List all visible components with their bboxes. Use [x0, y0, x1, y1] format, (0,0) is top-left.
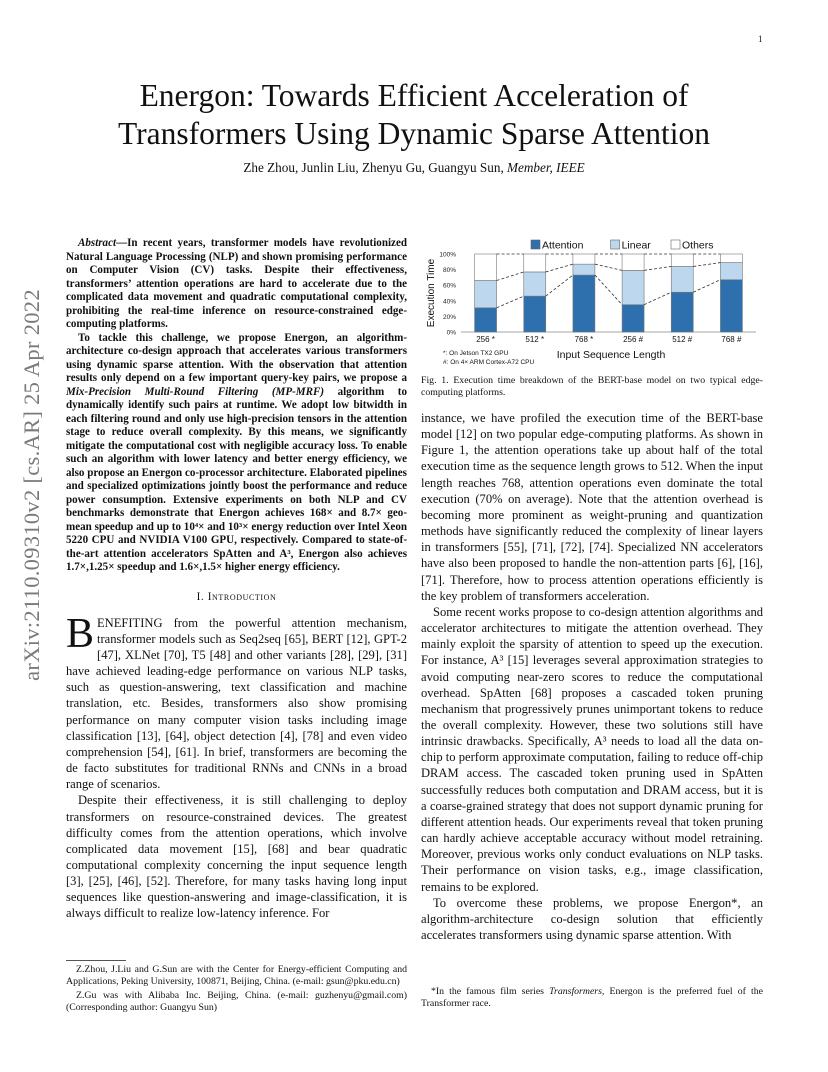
x-axis-label: Input Sequence Length [556, 349, 666, 361]
author-names: Zhe Zhou, Junlin Liu, Zhenyu Gu, Guangyu Sun, [243, 160, 504, 175]
y-tick-label: 100% [439, 251, 456, 259]
intro-paragraph-2: Despite their effectiveness, it is still challenging to deploy transformers on resource-constrained devices. The greatest difficulty comes from the attention operations, which involve complicated data movement [15], [68] and bear quadratic computational complexity concerning the input sequence length [3], [25], [46], [52]. Therefore, for many tasks having long input sequences like question-answering and image-classification, it is always difficult to realize low-latency inference. For [66, 793, 407, 921]
right-column [421, 410, 763, 943]
series-connector [595, 275, 622, 305]
bar-others-3 [622, 254, 644, 270]
footnote-text-a: *In the famous film series [431, 986, 550, 997]
y-axis-label: Execution Time [426, 258, 437, 328]
bar-linear-2 [573, 264, 595, 275]
bar-linear-0 [475, 281, 497, 308]
series-connector [644, 266, 671, 270]
intro-paragraph-1 [66, 610, 407, 793]
bar-attention-1 [524, 296, 546, 332]
legend-label-attention: Attention [542, 239, 584, 252]
legend-swatch-attention [531, 240, 540, 249]
y-tick-label: 40% [442, 298, 456, 306]
series-connector [595, 264, 622, 270]
series-connector [546, 264, 573, 272]
execution-time-chart [421, 234, 763, 364]
footnote-affiliation-2: Z.Gu was with Alibaba Inc. Beijing, China. (e-mail: guzhenyu@gmail.com) (Corresponding author: Guangyu Sun) [66, 990, 407, 1013]
platform-note-1: *: On Jetson TX2 GPU [443, 350, 509, 357]
bar-linear-4 [671, 266, 693, 292]
footnote-affiliation-1: Z.Zhou, J.Liu and G.Sun are with the Center for Energy-efficient Computing and Applications, Peking University, 100871, Beijing, China. (e-mail: gsun@pku.edu.cn) [66, 964, 407, 987]
y-tick-label: 60% [442, 282, 456, 290]
series-connector [644, 292, 671, 304]
left-footnotes [66, 960, 407, 1016]
right-footnote [421, 986, 763, 1010]
legend-swatch-linear [611, 240, 620, 249]
energon-footnote [421, 986, 763, 1010]
author-membership: Member, IEEE [507, 160, 585, 175]
paper-title [60, 77, 768, 153]
y-tick-label: 20% [442, 313, 456, 321]
abstract-label: Abstract [78, 237, 117, 249]
footnote-text-c: , Energon is the preferred fuel of the Transformer race. [421, 986, 763, 1009]
intro-text-1: ENEFITING from the powerful attention mechanism, transformer models such as Seq2seq [65], BERT [12], GPT-2 [47], XLNet [70], T5 [48] and other variants [28], [29], [31] have achieved leading-edge performance on various NLP tasks, such as question-answering, text classification and machine translation, etc. Besides, transformers also show promising performance on many computer vision tasks including image classification [13], [64], object detection [4], [78] and even video comprehension [54], [61]. In brief, transformers are becoming the de facto substitutes for traditional RNNs and CNNs in a broad range of scenarios. [66, 615, 407, 792]
bar-attention-3 [622, 305, 644, 332]
footnote-rule [66, 960, 126, 961]
abstract-text-2a: To tackle this challenge, we propose Energon, an algorithm-architecture co-design approach that accelerates various transformers using dynamic sparse attention. With the observation that attention results only depend on a few important query-key pairs, we propose a [66, 331, 407, 384]
abstract-paragraph-2 [66, 332, 407, 575]
platform-note-2: #: On 4× ARM Cortex-A72 CPU [443, 359, 535, 364]
legend-swatch-others [671, 240, 680, 249]
page-number: 1 [758, 34, 763, 44]
title-line-2: Transformers Using Dynamic Sparse Attention [117, 116, 711, 151]
left-column [66, 237, 407, 922]
series-connector [693, 263, 720, 267]
bar-linear-1 [524, 272, 546, 296]
footnote-film-title: Transformers [549, 986, 602, 997]
x-tick-label: 512 * [525, 335, 545, 344]
bar-others-0 [475, 254, 497, 281]
series-connector [497, 272, 524, 281]
bar-attention-4 [671, 292, 693, 332]
abstract-text-2c: algorithm to dynamically identify such pairs at runtime. We adopt low bitwidth in each filtering round and only use high-precision tensors in the attention stage to reduce overall complexity. By this means, we significantly mitigate the computational cost with negligible accuracy loss. To enable such an algorithm with lower latency and better energy efficiency, we also propose an Energon co-processor architecture. Elaborated pipelines and specialized optimizations jointly boost the performance and reduce power consumption. Extensive experiments on both NLP and CV benchmarks demonstrate that Energon achieves 168× and 8.7× geo-mean speedup and up to 10⁴× and 10³× energy reduction over Intel Xeon 5220 CPU and NVIDIA V100 GPU, respectively. Compared to state-of-the-art attention accelerators SpAtten and A³, Energon also achieves 1.7×,1.25× speedup and 1.6×,1.5× higher energy efficiency. [66, 385, 407, 573]
figure-caption: Fig. 1. Execution time breakdown of the BERT-base model on two typical edge-computing platforms. [421, 375, 763, 398]
bar-others-4 [671, 254, 693, 266]
legend-label-linear: Linear [621, 239, 651, 252]
bar-linear-3 [622, 270, 644, 304]
x-tick-label: 256 * [476, 335, 495, 344]
x-tick-label: 768 * [574, 335, 594, 344]
bar-others-1 [524, 254, 546, 272]
abstract-text-1: —In recent years, transformer models have revolutionized Natural Language Processing (NLP) and shown promising performance on Computer Vision (CV) tasks. Despite their effectiveness, transformers’ attention operations are hard to accelerate due to the complicated data movement and quadratic computational complexity, prohibiting the real-time inference on resource-constrained edge-computing platforms. [66, 237, 407, 330]
authors [60, 160, 768, 176]
series-connector [546, 275, 573, 296]
drop-cap: B [66, 610, 95, 657]
bar-others-5 [720, 254, 742, 263]
title-line-1: Energon: Towards Efficient Acceleration of [139, 78, 689, 113]
section-heading-introduction: I. Introduction [196, 590, 277, 603]
x-tick-label: 768 # [721, 335, 742, 344]
bar-attention-2 [573, 275, 595, 332]
y-tick-label: 80% [442, 267, 456, 275]
bar-attention-5 [720, 280, 742, 332]
figure-1 [421, 234, 763, 364]
series-connector [693, 280, 720, 292]
arxiv-stamp[interactable] [12, 290, 52, 680]
series-connector [497, 296, 524, 308]
x-tick-label: 256 # [623, 335, 644, 344]
right-paragraph-3: To overcome these problems, we propose Energon*, an algorithm-architecture co-design solution that efficiently accelerates transformers using dynamic sparse attention. With [421, 895, 763, 942]
bar-attention-0 [475, 308, 497, 332]
mp-mrf-term: Mix-Precision Multi-Round Filtering (MP-MRF) [66, 385, 324, 398]
right-paragraph-2: Some recent works propose to co-design attention algorithms and accelerator architectures to mitigate the attention overhead. They mainly exploit the sparsity of attention to speed up the execution. For instance, A³ [15] leverages several approximation strategies to avoid computing near-zero scores to reduce the computational overhead. SpAtten [68] proposes a cascaded token pruning mechanism that progressively prunes unimportant tokens to reduce the overall complexity. However, these two solutions still have intrinsic drawbacks. Specifically, A³ needs to load all the data on-chip to perform approximate computation, failing to reduce off-chip DRAM access. The cascaded token pruning used in SpAtten successfully reduces both computation and DRAM access, but it is a coarse-grained strategy that does not support dynamic pruning for different attention heads. Our experiments reveal that token pruning can hardly achieve acceptable accuracy without model retraining. Moreover, previous works only conduct evaluations on NLP tasks. Their performance on vision tasks, e.g., image classification, remains to be explored. [421, 604, 763, 894]
right-paragraph-1: instance, we have profiled the execution time of the BERT-base model [12] on two popular edge-computing platforms. As shown in Figure 1, the attention operations take up about half of the total execution time as the sequence length grows to 512. When the input length reaches 768, attention operations even dominate the total execution (70% on average). Note that the attention overhead is becoming more prominent as weight-pruning and quantization methods have significantly reduced the complexity of linear layers in transformers [55], [71], [72], [74]. Specialized NN accelerators have also been proposed to handle the non-attention parts [6], [16], [71]. Therefore, how to process attention operations efficiently is the key problem of transformers acceleration. [421, 411, 763, 603]
arxiv-stamp-text: arXiv:2110.09310v2 [cs.AR] 25 Apr 2022 [19, 289, 44, 681]
bar-others-2 [573, 254, 595, 264]
x-tick-label: 512 # [672, 335, 693, 344]
y-tick-label: 0% [446, 329, 456, 337]
legend-label-others: Others [682, 239, 714, 252]
abstract-paragraph-1 [66, 237, 407, 332]
bar-linear-5 [720, 263, 742, 280]
